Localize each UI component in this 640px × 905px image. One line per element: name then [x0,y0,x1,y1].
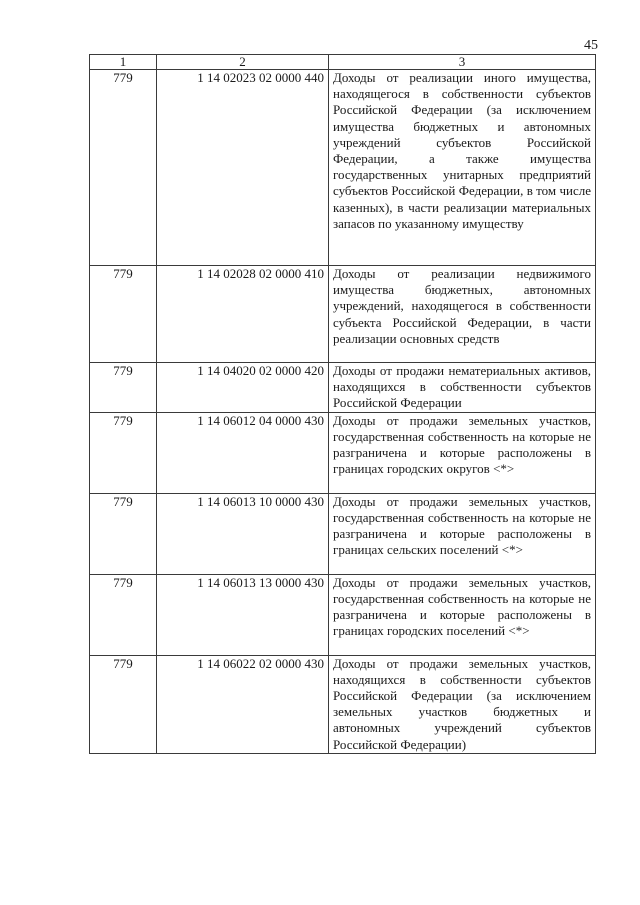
page-number: 45 [584,38,598,53]
revenue-code-cell: 1 14 06013 10 0000 430 [157,493,329,574]
revenue-code-cell: 1 14 06013 13 0000 430 [157,574,329,655]
table-row [90,493,596,574]
table-row [90,363,596,413]
revenue-name-cell: Доходы от продажи земельных участков, государственная собственность на которые не разграничена и которые расположены в границах городских поселений <*> [329,574,596,655]
table-header-row [90,55,596,70]
revenue-code-cell: 1 14 02023 02 0000 440 [157,70,329,266]
admin-code-cell: 779 [90,70,157,266]
admin-code-cell: 779 [90,412,157,493]
revenue-code-cell: 1 14 06012 04 0000 430 [157,412,329,493]
column-header-2: 2 [157,55,329,70]
table-row [90,574,596,655]
revenue-code-cell: 1 14 02028 02 0000 410 [157,266,329,363]
revenue-name-cell: Доходы от реализации недвижимого имущества бюджетных, автономных учреждений, находящегося в собственности субъекта Российской Федерации, в части реализации основных средств [329,266,596,363]
table-row [90,655,596,753]
revenue-name-cell: Доходы от реализации иного имущества, находящегося в собственности субъектов Российской Федерации (за исключением имущества бюджетных и автономных учреждений субъектов Российской Федерации, а также имущества государственных унитарных предприятий субъектов Российской Федерации, в том числе казенных), в части реализации материальных запасов по указанному имуществу [329,70,596,266]
table-row [90,266,596,363]
table-row [90,412,596,493]
revenue-codes-table [89,54,596,754]
revenue-name-cell: Доходы от продажи нематериальных активов, находящихся в собственности субъектов Российской Федерации [329,363,596,413]
admin-code-cell: 779 [90,363,157,413]
revenue-name-cell: Доходы от продажи земельных участков, государственная собственность на которые не разграничена и которые расположены в границах городских округов <*> [329,412,596,493]
admin-code-cell: 779 [90,655,157,753]
admin-code-cell: 779 [90,493,157,574]
admin-code-cell: 779 [90,574,157,655]
column-header-1: 1 [90,55,157,70]
revenue-name-cell: Доходы от продажи земельных участков, находящихся в собственности субъектов Российской Федерации (за исключением земельных участков бюджетных и автономных учреждений субъектов Российской Федерации) [329,655,596,753]
revenue-code-cell: 1 14 06022 02 0000 430 [157,655,329,753]
revenue-code-cell: 1 14 04020 02 0000 420 [157,363,329,413]
revenue-name-cell: Доходы от продажи земельных участков, государственная собственность на которые не разграничена и которые расположены в границах сельских поселений <*> [329,493,596,574]
column-header-3: 3 [329,55,596,70]
admin-code-cell: 779 [90,266,157,363]
table-row [90,70,596,266]
